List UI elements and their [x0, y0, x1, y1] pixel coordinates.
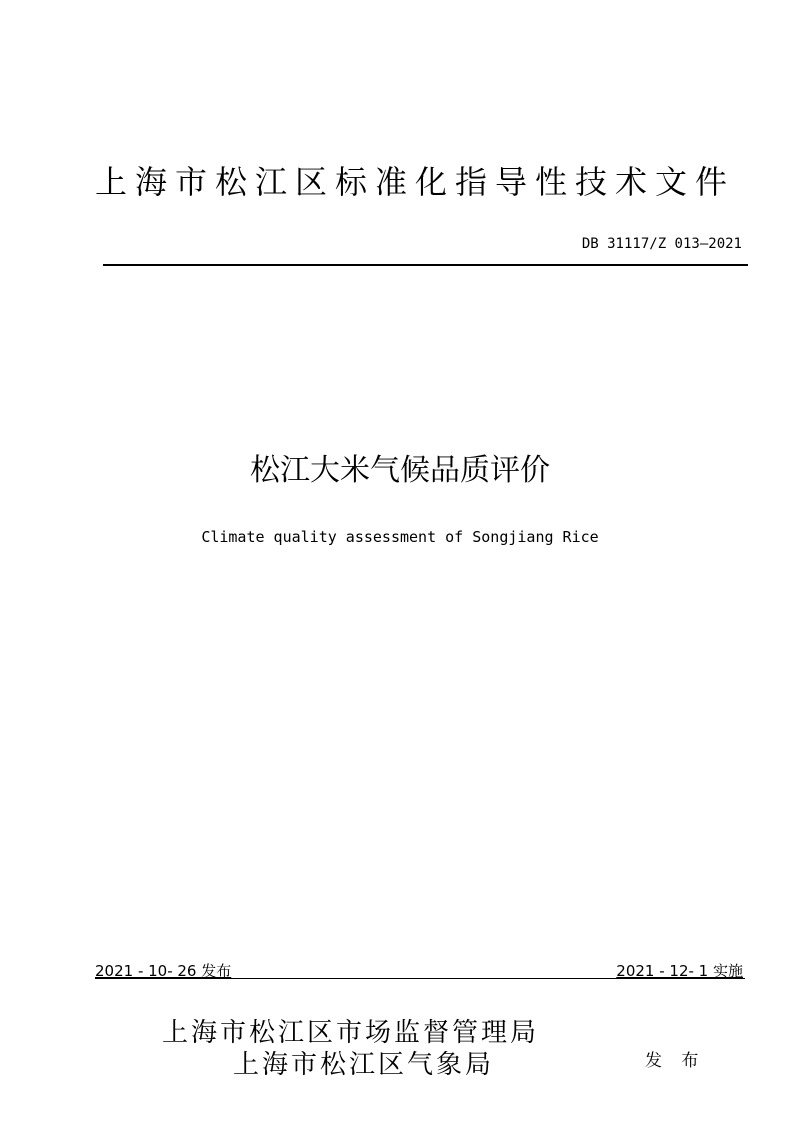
document-number: DB 31117/Z 013—2021: [581, 236, 742, 252]
publish-date: 2021 - 10- 26 发布: [95, 962, 232, 980]
issue-label: 发 布: [645, 1051, 699, 1071]
issuer-meteorological-bureau: 上海市松江区气象局: [233, 1050, 495, 1080]
document-category: 上海市松江区标准化指导性技术文件: [94, 163, 735, 201]
header-divider: [103, 264, 748, 266]
title-english: Climate quality assessment of Songjiang Rice: [201, 528, 599, 546]
footer-divider: [95, 978, 745, 979]
implement-date: 2021 - 12- 1 实施: [616, 962, 743, 980]
title-chinese: 松江大米气候品质评价: [250, 453, 550, 488]
issuer-market-supervision: 上海市松江区市场监督管理局: [162, 1018, 540, 1048]
